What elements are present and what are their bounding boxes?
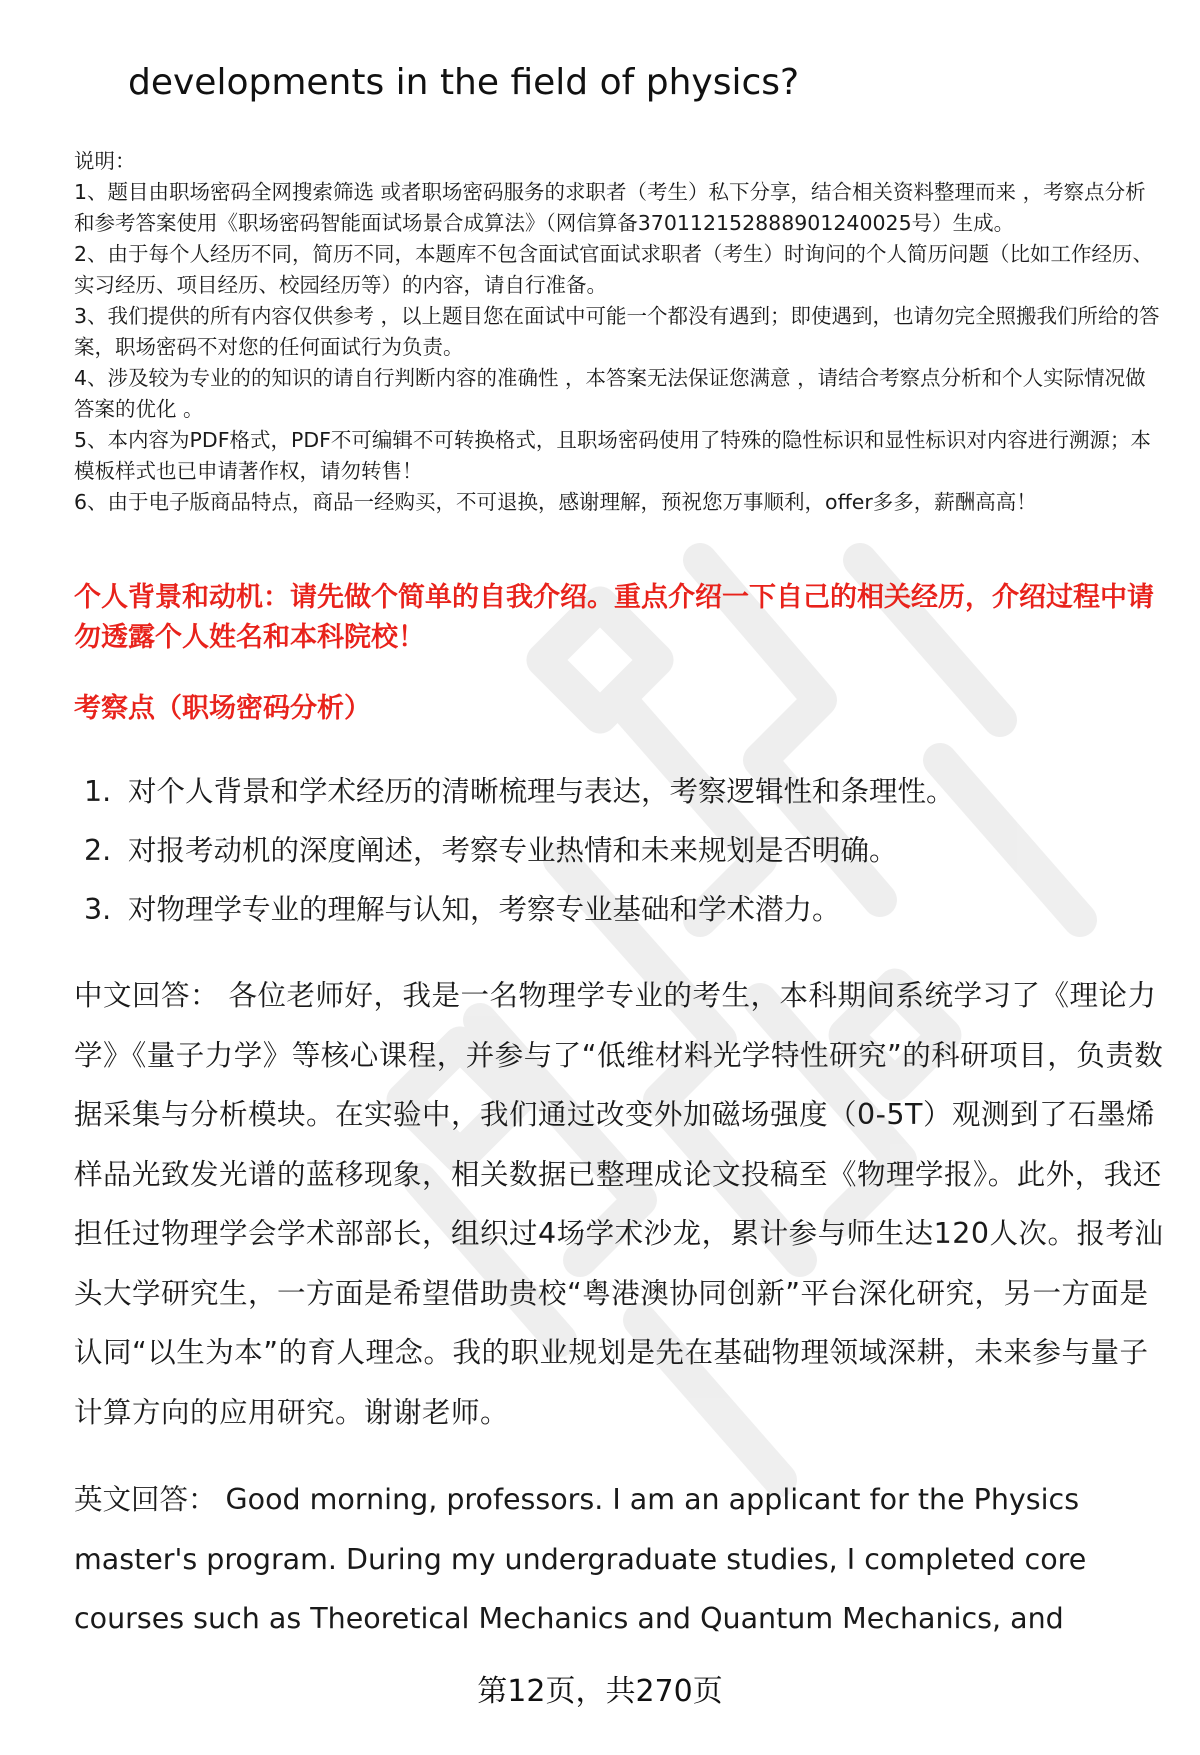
chinese-answer: 中文回答： 各位老师好，我是一名物理学专业的考生，本科期间系统学习了《理论力学》《量子力学》等核心课程，并参与了“低维材料光学特性研究”的科研项目，负责数据采集与分析模块。在实验中，我们通过改变外加磁场强度（0-5T）观测到了石墨烯样品光致发光谱的蓝移现象，相关数据已整理成论文投稿至《物理学报》。此外，我还担任过物理学会学术部部长，组织过4场学术沙龙，累计参与师生达120人次。报考汕头大学研究生，一方面是希望借助贵校“粤港澳协同创新”平台深化研究，另一方面是认同“以生为本”的育人理念。我的职业规划是先在基础物理领域深耕，未来参与量子计算方向的应用研究。谢谢老师。 bbox=[74, 979, 1164, 1429]
list-item-number: 1. bbox=[84, 775, 112, 808]
question-heading: 个人背景和动机：请先做个简单的自我介绍。重点介绍一下自己的相关经历，介绍过程中请勿透露个人姓名和本科院校！ bbox=[74, 582, 1154, 653]
english-answer: 英文回答： Good morning, professors. I am an applicant for the Physics master's program. During my undergraduate studies, I completed core courses such as Theoretical Mechanics and Quantum Mechanics, and bbox=[74, 1483, 1087, 1635]
page-number: 第12页，共270页 bbox=[477, 1674, 723, 1709]
evaluation-points-list bbox=[84, 762, 1154, 939]
list-item bbox=[84, 762, 1154, 821]
list-item-text: 对物理学专业的理解与认知，考察专业基础和学术潜力。 bbox=[128, 893, 841, 926]
notes-section bbox=[74, 146, 1164, 518]
list-item-number: 2. bbox=[84, 834, 112, 867]
list-item bbox=[84, 880, 1154, 939]
notes-item: 3、我们提供的所有内容仅供参考 ，以上题目您在面试中可能一个都没有遇到；即使遇到，也请勿完全照搬我们所给的答案，职场密码不对您的任何面试行为负责。 bbox=[74, 304, 1160, 359]
list-item-text: 对个人背景和学术经历的清晰梳理与表达，考察逻辑性和条理性。 bbox=[128, 775, 955, 808]
notes-item: 2、由于每个人经历不同，简历不同，本题库不包含面试官面试求职者（考生）时询问的个人简历问题（比如工作经历、实习经历、项目经历、校园经历等）的内容，请自行准备。 bbox=[74, 242, 1154, 297]
points-heading: 考察点（职场密码分析） bbox=[74, 693, 371, 724]
notes-item: 5、本内容为PDF格式，PDF不可编辑不可转换格式，且职场密码使用了特殊的隐性标识和显性标识对内容进行溯源；本模板样式也已申请著作权，请勿转售！ bbox=[74, 428, 1151, 483]
notes-item: 4、涉及较为专业的的知识的请自行判断内容的准确性 ，本答案无法保证您满意 ，请结合考察点分析和个人实际情况做答案的优化 。 bbox=[74, 366, 1146, 421]
notes-item: 6、由于电子版商品特点，商品一经购买，不可退换，感谢理解，预祝您万事顺利，offer多多，薪酬高高！ bbox=[74, 490, 1037, 514]
notes-item: 1、题目由职场密码全网搜索筛选 或者职场密码服务的求职者（考生）私下分享，结合相关资料整理而来 ，考察点分析和参考答案使用《职场密码智能面试场景合成算法》（网信算备370112152888901240025号）生成。 bbox=[74, 180, 1146, 235]
list-item-number: 3. bbox=[84, 893, 112, 926]
question-continuation: developments in the field of physics? bbox=[128, 62, 800, 103]
list-item bbox=[84, 821, 1154, 880]
list-item-text: 对报考动机的深度阐述，考察专业热情和未来规划是否明确。 bbox=[128, 834, 898, 867]
notes-title: 说明： bbox=[74, 149, 136, 173]
